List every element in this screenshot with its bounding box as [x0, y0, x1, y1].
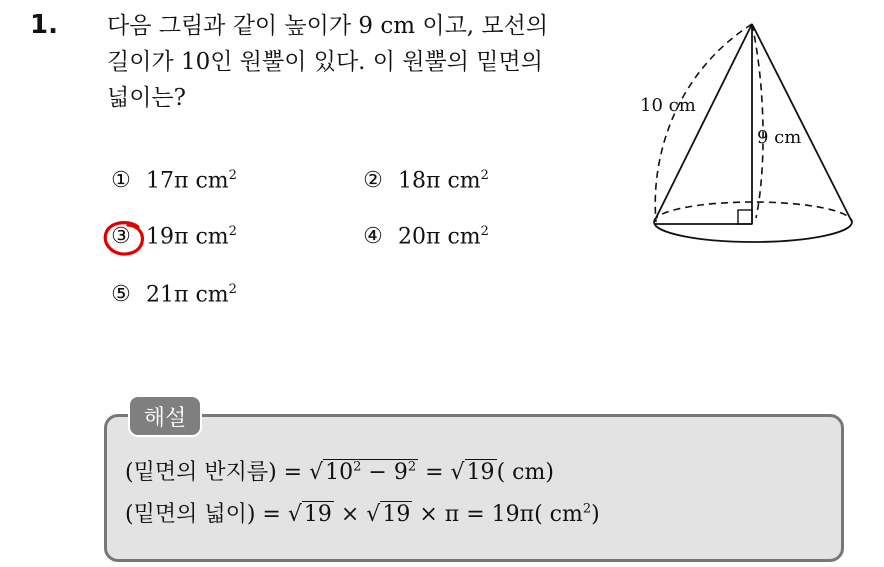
question-line-3: 넓이는? — [107, 85, 186, 111]
solution-tag: 해설 — [128, 395, 202, 437]
solution-line-2: (밑면의 넓이) = √19 × √19 × π = 19π( $cm^2$) — [125, 501, 600, 527]
choice-number: ② — [363, 168, 383, 194]
choice-value: 20π $cm^2$ — [398, 224, 489, 250]
base-back — [654, 202, 852, 222]
slant-edge-right — [752, 24, 852, 222]
choice-number: ④ — [363, 224, 383, 250]
choice-number: ③ — [111, 224, 131, 250]
choice-value: 19π $cm^2$ — [146, 224, 237, 250]
choice-value: 17π $cm^2$ — [146, 168, 237, 194]
cone-diagram — [640, 10, 860, 260]
choice-5[interactable] — [108, 282, 237, 307]
choice-value: 18π $cm^2$ — [398, 168, 489, 194]
choice-4[interactable] — [360, 224, 489, 249]
question-number: 1. — [30, 10, 58, 40]
question-text — [107, 8, 627, 116]
choice-number: ① — [111, 168, 131, 194]
slant-edge-left — [654, 24, 752, 222]
question-line-1: 다음 그림과 같이 높이가 9 cm 이고, 모선의 — [107, 13, 549, 39]
choice-value: 21π $cm^2$ — [146, 282, 237, 308]
solution-line-1: (밑면의 반지름) = $√10^2 - 9^2 = √19$( cm) — [125, 459, 554, 485]
slant-label: 10 cm — [640, 95, 696, 116]
solution-box — [104, 414, 844, 562]
height-label: 9 cm — [757, 127, 802, 148]
question-line-2: 길이가 10인 원뿔이 있다. 이 원뿔의 밑면의 — [107, 49, 543, 75]
right-angle-mark — [738, 210, 752, 224]
dashed-arc-inner — [752, 24, 763, 218]
choice-1[interactable] — [108, 168, 237, 193]
base-front — [654, 222, 852, 242]
choice-2[interactable] — [360, 168, 489, 193]
choice-number: ⑤ — [111, 282, 131, 308]
answer-circle-mark — [102, 219, 146, 257]
